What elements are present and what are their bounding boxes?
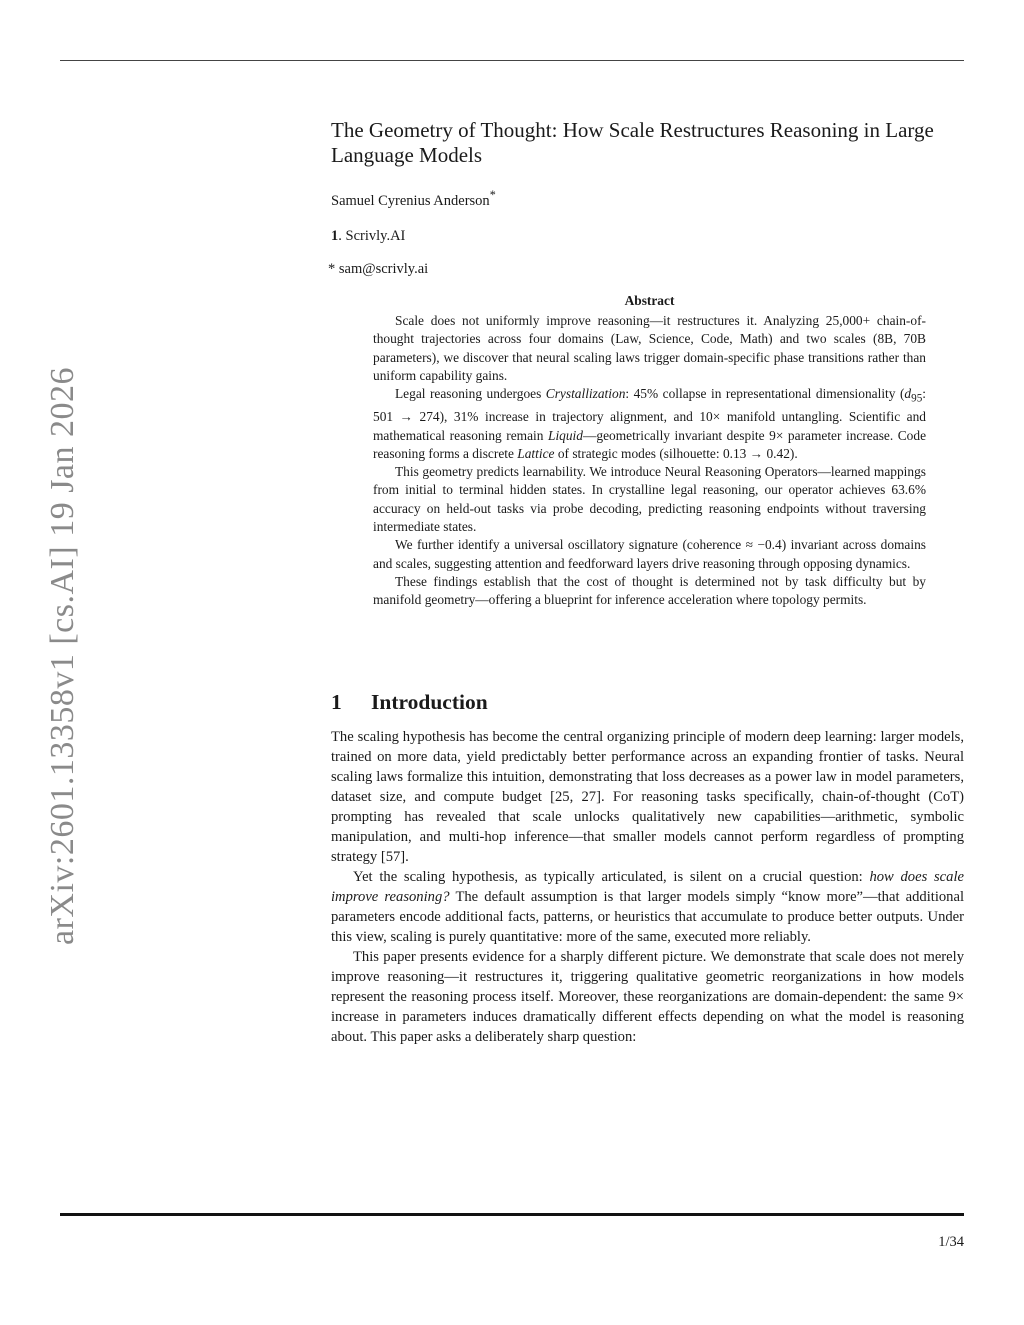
abstract-p2-text-c: : 501 → 274), 31% increase in trajectory alignment, and 10× manifold untangling. Scientific and mathematical reasoning remain [373, 386, 926, 443]
abstract-p2-text-e: of strategic modes (silhouette: 0.13 → 0.42). [554, 445, 798, 461]
author-line [331, 188, 965, 210]
header-rule [60, 60, 964, 61]
footer-rule [60, 1213, 964, 1216]
affiliation-number: 1 [331, 227, 339, 244]
email-mark: * [328, 260, 336, 277]
author-email[interactable]: sam@scrivly.ai [338, 260, 429, 277]
author-footnote-mark: * [489, 188, 496, 202]
introduction-body [331, 727, 964, 1047]
intro-paragraph-3: This paper presents evidence for a sharply different picture. We demonstrate that scale does not merely improve reasoning—it restructures it, triggering qualitative geometric reorganizations in how models represent the reasoning process itself. Moreover, these reorganizations are domain-dependent: the same 9× increase in parameters induces dramatically different effects depending on what the model is reasoning about. This paper asks a deliberately sharp question: [331, 948, 964, 1045]
page-number: 1/34 [938, 1234, 964, 1250]
intro-paragraph-1: The scaling hypothesis has become the central organizing principle of modern deep learning: larger models, trained on more data, yield predictably better performance across an expanding frontier of tasks. Neural scaling laws formalize this intuition, demonstrating that loss decreases as a power law in model parameters, dataset size, and compute budget [25, 27]. For reasoning tasks specifically, chain-of-thought (CoT) prompting has revealed that scale unlocks qualitatively new capabilities—arithmetic, symbolic manipulation, and multi-hop inference—that smaller models cannot perform regardless of prompting strategy [57]. [331, 728, 964, 865]
abstract-paragraph-3: This geometry predicts learnability. We introduce Neural Reasoning Operators—learned mappings from initial to terminal hidden states. In crystalline legal reasoning, our operator achieves 63.6% accuracy on held-out tasks via probe decoding, predicting reasoning endpoints without traversing intermediate states. [373, 464, 926, 535]
symbol-d-subscript: 95 [911, 392, 923, 405]
term-lattice: Lattice [517, 445, 555, 461]
email-line [328, 261, 965, 278]
abstract-p2-text-b: : 45% collapse in representational dimensionality ( [625, 386, 905, 402]
intro-p2-text-b: The default assumption is that larger models simply “know more”—that additional parameters encode additional facts, patterns, or heuristics that accumulate to produce better outputs. Under this view, scaling is purely quantitative: more of the same, executed more reliably. [331, 888, 964, 945]
page-content [328, 118, 965, 1047]
arxiv-identifier-stamp: arXiv:2601.13358v1 [cs.AI] 19 Jan 2026 [44, 366, 81, 945]
abstract-paragraph-1: Scale does not uniformly improve reasoning—it restructures it. Analyzing 25,000+ chain-of-thought trajectories across four domains (Law, Science, Code, Math) and two scales (8B, 70B parameters), we discover that neural scaling laws trigger domain-specific phase transitions rather than uniform capability gains. [373, 313, 926, 384]
abstract-paragraph-5: These findings establish that the cost of thought is determined not by task difficulty but by manifold geometry—offering a blueprint for inference acceleration where topology permits. [373, 573, 926, 608]
abstract-p2-text-d: —geometrically invariant despite 9× parameter increase. Code reasoning forms a discrete [373, 427, 927, 461]
section-title: Introduction [371, 689, 488, 714]
term-liquid: Liquid [548, 427, 583, 443]
intro-p2-question: how does scale improve reasoning? [331, 868, 964, 905]
abstract-paragraph-2 [373, 385, 926, 463]
section-number: 1 [331, 689, 342, 714]
author-name: Samuel Cyrenius Anderson [331, 192, 490, 209]
term-crystallization: Crystallization [545, 386, 626, 402]
abstract-paragraph-4: We further identify a universal oscillatory signature (coherence ≈ −0.4) invariant across domains and scales, suggesting attention and feedforward layers drive reasoning through opposing dynamics. [373, 537, 926, 571]
affiliation-line [331, 228, 965, 245]
abstract-p2-text-a: Legal reasoning undergoes [395, 386, 546, 402]
intro-paragraph-2 [331, 867, 964, 947]
intro-p2-text-a: Yet the scaling hypothesis, as typically articulated, is silent on a crucial question: [353, 868, 870, 885]
abstract-heading: Abstract [624, 292, 675, 308]
section-heading-introduction [331, 690, 965, 715]
affiliation-name: . Scrivly.AI [338, 227, 406, 244]
abstract-block [373, 292, 926, 610]
symbol-d: d [904, 386, 912, 402]
paper-title: The Geometry of Thought: How Scale Restructures Reasoning in Large Language Models [331, 118, 934, 167]
